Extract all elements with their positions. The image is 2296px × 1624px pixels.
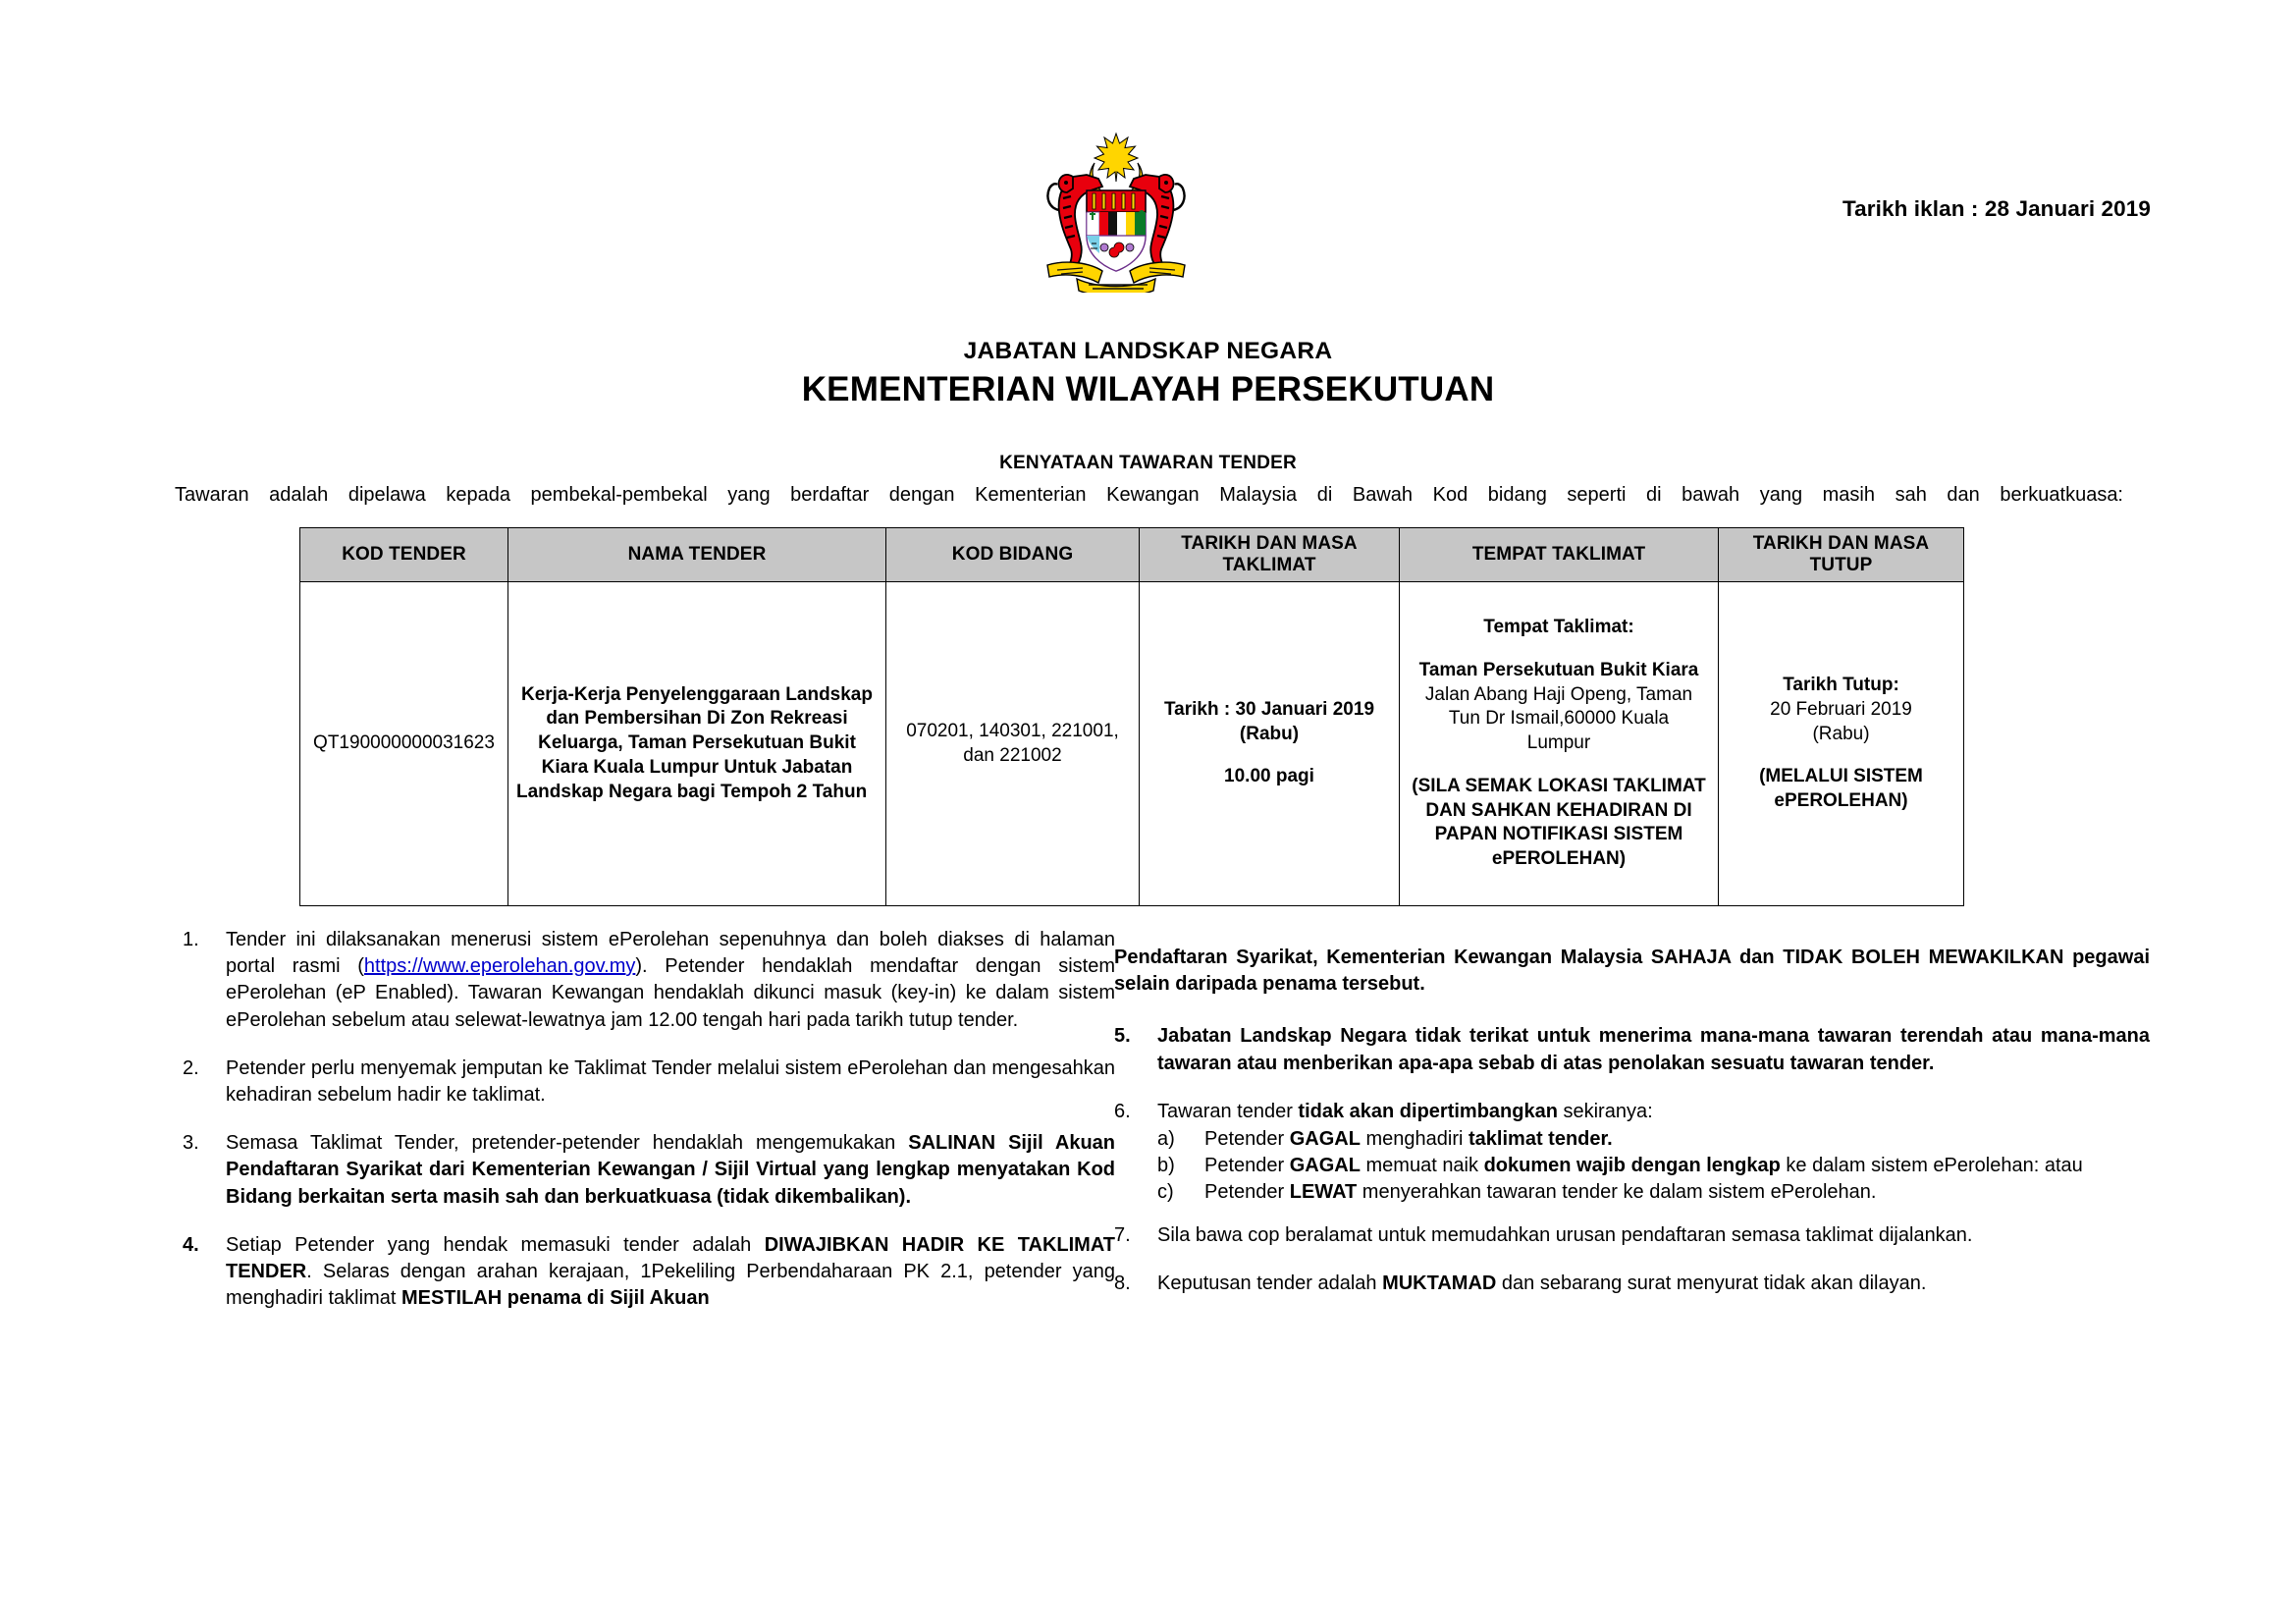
department-name: JABATAN LANDSKAP NEGARA: [963, 338, 1333, 364]
note-3-body: [226, 1130, 1115, 1211]
note-6a-body: [1204, 1126, 2150, 1153]
table-header-row: [300, 528, 1964, 582]
note-6b-text-bold-1: GAGAL: [1289, 1155, 1361, 1177]
note-1-body: [226, 927, 1115, 1034]
note-8-text-bold: MUKTAMAD: [1382, 1272, 1497, 1294]
note-3-text-bold: SALINAN Sijil Akuan Pendaftaran Syarikat dari Kementerian Kewangan / Sijil Virtual yang lengkap menyatakan Kod Bidang berkaitan serta masih sah dan berkuatkuasa (tidak dikembalikan).: [226, 1132, 1115, 1208]
note-6b-text-bold-2: dokumen wajib dengan lengkap: [1483, 1155, 1781, 1177]
column-header-kod-tender: KOD TENDER: [300, 528, 508, 582]
table-row: [300, 582, 1964, 906]
note-item-7: [1114, 1222, 2150, 1249]
taklimat-hari: (Rabu): [1239, 723, 1300, 744]
note-item-8: [1114, 1271, 2150, 1297]
note-4-text-bold-2: MESTILAH penama di Sijil Akuan: [400, 1287, 710, 1310]
note-1-text-a: Tender ini dilaksanakan menerusi sistem ePerolehan sepenuhnya dan boleh diakses di halaman portal rasmi (: [226, 929, 1115, 978]
taklimat-tarikh: Tarikh : 30 Januari 2019: [1163, 698, 1375, 720]
cell-tarikh-masa-tutup: [1719, 582, 1964, 906]
note-6-text-c: sekiranya:: [1557, 1100, 1653, 1122]
note-2-body: Petender perlu menyemak jemputan ke Taklimat Tender melalui sistem ePerolehan dan mengesahkan kehadiran sebelum hadir ke taklimat.: [226, 1056, 1115, 1106]
note-6a-text-3: menghadiri: [1360, 1127, 1469, 1150]
note-4-text-c: . Selaras dengan arahan kerajaan, 1Pekeliling Perbendaharaan PK 2.1, petender yang menghadiri taklimat: [226, 1260, 1115, 1310]
tutup-nota: (MELALUI SISTEM ePEROLEHAN): [1759, 766, 1923, 812]
tutup-tarikh: 20 Februari 2019: [1770, 698, 1912, 720]
note-6-text-a: Tawaran tender: [1157, 1100, 1299, 1122]
cell-kod-tender: QT190000000031623: [300, 582, 508, 906]
tempat-nama: Taman Persekutuan Bukit Kiara: [1418, 660, 1699, 681]
tempat-label: Tempat Taklimat:: [1483, 617, 1634, 638]
cell-nama-tender: Kerja-Kerja Penyelenggaraan Landskap dan Pembersihan Di Zon Rekreasi Keluarga, Taman Persekutuan Bukit Kiara Kuala Lumpur Untuk Jabatan Landskap Negara bagi Tempoh 2 Tahun: [508, 582, 886, 906]
tempat-nota: (SILA SEMAK LOKASI TAKLIMAT DAN SAHKAN KEHADIRAN DI PAPAN NOTIFIKASI SISTEM ePEROLEHAN): [1412, 775, 1706, 869]
note-6a-text-bold-2: taklimat tender.: [1468, 1127, 1613, 1150]
cell-kod-bidang: [886, 582, 1140, 906]
note-4-continuation: Pendaftaran Syarikat, Kementerian Kewangan Malaysia SAHAJA dan TIDAK BOLEH MEWAKILKAN pegawai selain daripada penama tersebut.: [1114, 947, 2150, 996]
tempat-alamat-line-2: Tun Dr Ismail,60000 Kuala: [1448, 708, 1670, 730]
ministry-name: KEMENTERIAN WILAYAH PERSEKUTUAN: [801, 369, 1495, 408]
note-7-number: 7.: [1114, 1223, 1131, 1246]
note-1-number: 1.: [183, 929, 199, 950]
intro-paragraph: Tawaran adalah dipelawa kepada pembekal-pembekal yang berdaftar dengan Kementerian Kewangan Malaysia di Bawah Kod bidang seperti di bawah yang masih sah dan berkuatkuasa:: [175, 484, 2123, 506]
note-6c-body: [1204, 1179, 2150, 1206]
note-6b-text-5: ke dalam sistem ePerolehan: atau: [1780, 1155, 2083, 1177]
column-header-kod-bidang: KOD BIDANG: [886, 528, 1140, 582]
note-5-body: Jabatan Landskap Negara tidak terikat untuk menerima mana-mana tawaran terendah atau mana-mana tawaran atau menberikan apa-apa sebab di atas penolakan sesuatu tawaran tender.: [1157, 1025, 2150, 1074]
note-6-subitem-b: [1157, 1153, 2150, 1179]
notes-column-left: [183, 927, 1115, 1333]
note-item-4: [183, 1232, 1115, 1313]
note-item-1: [183, 927, 1115, 1034]
note-6-body: [1157, 1099, 2150, 1207]
malaysian-coat-of-arms-icon: [1038, 126, 1195, 293]
note-4-number: 4.: [183, 1233, 199, 1256]
column-header-tarikh-masa-tutup: TARIKH DAN MASA TUTUP: [1719, 528, 1964, 582]
note-3-text-a: Semasa Taklimat Tender, pretender-petender hendaklah mengemukakan: [226, 1132, 909, 1155]
note-4-body: [226, 1232, 1115, 1313]
note-item-6: [1114, 1099, 2150, 1207]
note-6c-text-1: Petender: [1204, 1181, 1290, 1204]
note-8-number: 8.: [1114, 1272, 1131, 1294]
tempat-alamat-line-3: Lumpur: [1526, 732, 1591, 754]
note-5-number: 5.: [1114, 1025, 1131, 1048]
note-8-text-c: dan sebarang surat menyurat tidak akan dilayan.: [1496, 1272, 1927, 1294]
tutup-hari: (Rabu): [1812, 723, 1870, 744]
note-6-lead: [1157, 1101, 1653, 1122]
note-7-body: Sila bawa cop beralamat untuk memudahkan urusan pendaftaran semasa taklimat dijalankan.: [1157, 1223, 1973, 1246]
note-item-5: [1114, 1023, 2150, 1076]
cell-tempat-taklimat: [1400, 582, 1719, 906]
note-6-number: 6.: [1114, 1100, 1131, 1122]
eperolehan-portal-link[interactable]: https://www.eperolehan.gov.my: [363, 955, 636, 978]
note-3-number: 3.: [183, 1132, 199, 1155]
column-header-tempat-taklimat: TEMPAT TAKLIMAT: [1400, 528, 1719, 582]
title-block: [0, 338, 2296, 474]
note-6-sublist: [1157, 1126, 2150, 1207]
notes-column-right: [1114, 945, 2150, 1319]
note-6b-body: [1204, 1153, 2150, 1179]
tempat-alamat-line-1: Jalan Abang Haji Openg, Taman: [1424, 683, 1693, 705]
note-8-text-a: Keputusan tender adalah: [1157, 1272, 1383, 1294]
note-2-number: 2.: [183, 1056, 199, 1079]
note-6a-label: a): [1157, 1127, 1175, 1150]
kod-bidang-line-1: 070201, 140301, 221001, dan 221002: [906, 720, 1119, 766]
column-header-nama-tender: NAMA TENDER: [508, 528, 886, 582]
column-header-tarikh-masa-taklimat: TARIKH DAN MASA TAKLIMAT: [1140, 528, 1400, 582]
note-4-text-a: Setiap Petender yang hendak memasuki tender adalah: [226, 1233, 765, 1256]
note-item-2: [183, 1056, 1115, 1109]
notice-statement: KENYATAAN TAWARAN TENDER: [999, 452, 1297, 473]
note-6c-text-bold: LEWAT: [1289, 1181, 1358, 1204]
note-6b-text-1: Petender: [1204, 1155, 1290, 1177]
tutup-label: Tarikh Tutup:: [1783, 675, 1899, 696]
note-6a-text-bold-1: GAGAL: [1289, 1127, 1361, 1150]
note-6-text-bold: tidak akan dipertimbangkan: [1298, 1100, 1558, 1122]
cell-tarikh-masa-taklimat: [1140, 582, 1400, 906]
note-6b-text-3: memuat naik: [1360, 1155, 1484, 1177]
note-1-text-b: ). Petender hendaklah mendaftar dengan sistem ePerolehan (eP Enabled). Tawaran Kewangan hendaklah dikunci masuk (key-in) ke dalam sistem ePerolehan sebelum atau selewat-lewatnya jam 12.00 tengah hari pada tarikh tutup tender.: [226, 955, 1115, 1031]
note-6a-text-1: Petender: [1204, 1127, 1290, 1150]
taklimat-masa: 10.00 pagi: [1224, 766, 1314, 787]
note-6c-label: c): [1157, 1181, 1174, 1204]
note-6-subitem-a: [1157, 1126, 2150, 1153]
tender-details-table: [299, 527, 1964, 906]
note-8-body: [1157, 1271, 2150, 1297]
note-item-3: [183, 1130, 1115, 1211]
note-6-subitem-c: [1157, 1179, 2150, 1206]
note-6c-text-3: menyerahkan tawaran tender ke dalam sistem ePerolehan.: [1357, 1181, 1877, 1204]
advertisement-date: Tarikh iklan : 28 Januari 2019: [1842, 196, 2151, 221]
note-6b-label: b): [1157, 1155, 1175, 1177]
note-4-text-bold-1: DIWAJIBKAN HADIR KE TAKLIMAT TENDER: [226, 1233, 1115, 1282]
